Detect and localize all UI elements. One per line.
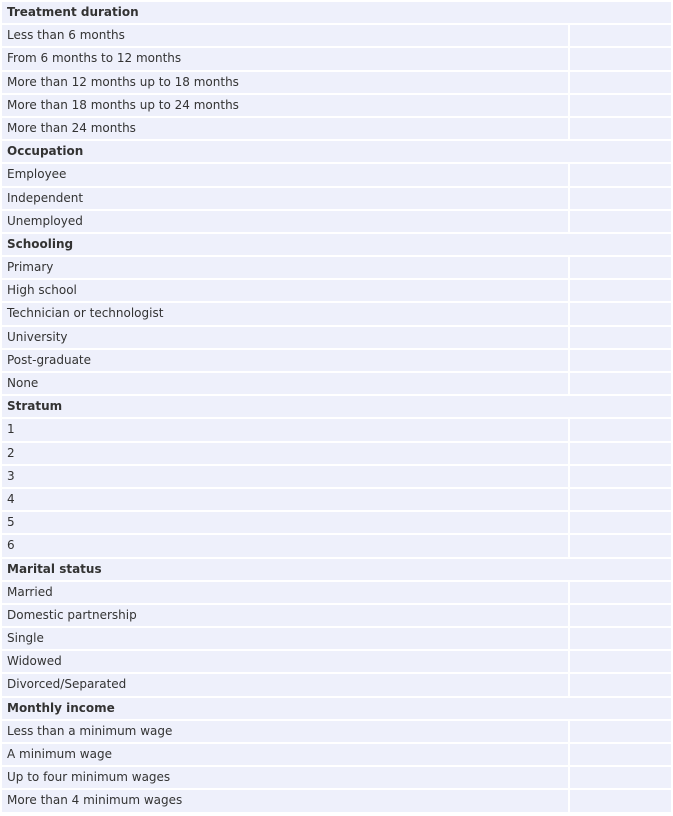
table-row [2,419,671,440]
section-header-row [2,698,671,719]
table-row [2,651,671,672]
row-value-cell [570,327,671,348]
section-header-row [2,559,671,580]
table-row [2,280,671,301]
row-value-cell [570,605,671,626]
row-value-cell [570,790,671,811]
row-value-cell [570,512,671,533]
table-row [2,443,671,464]
row-label: Unemployed [2,211,568,232]
row-value-cell [570,25,671,46]
row-label: 5 [2,512,568,533]
row-value-cell [570,535,671,556]
table-row [2,257,671,278]
table-row [2,350,671,371]
row-value-cell [570,118,671,139]
section-title: Monthly income [2,698,671,719]
row-value-cell [570,164,671,185]
row-label: University [2,327,568,348]
characteristics-table [2,2,671,814]
row-value-cell [570,744,671,765]
section-title: Schooling [2,234,671,255]
table-row [2,72,671,93]
row-value-cell [570,280,671,301]
row-label: Widowed [2,651,568,672]
row-label: More than 24 months [2,118,568,139]
section-header-row [2,2,671,23]
table-row [2,95,671,116]
row-value-cell [570,211,671,232]
section-header-row [2,396,671,417]
row-label: Independent [2,188,568,209]
row-value-cell [570,466,671,487]
table-row [2,48,671,69]
section-title: Treatment duration [2,2,671,23]
table-row [2,25,671,46]
row-label: Less than a minimum wage [2,721,568,742]
row-label: Technician or technologist [2,303,568,324]
table-row [2,512,671,533]
table-row [2,744,671,765]
row-value-cell [570,651,671,672]
table-row [2,767,671,788]
table-row [2,674,671,695]
table-row [2,373,671,394]
row-label: 3 [2,466,568,487]
table-row [2,188,671,209]
row-label: Primary [2,257,568,278]
row-value-cell [570,95,671,116]
row-value-cell [570,257,671,278]
row-value-cell [570,303,671,324]
row-value-cell [570,72,671,93]
row-label: More than 18 months up to 24 months [2,95,568,116]
row-label: From 6 months to 12 months [2,48,568,69]
table-row [2,582,671,603]
section-title: Stratum [2,396,671,417]
row-label: 4 [2,489,568,510]
row-value-cell [570,489,671,510]
row-label: Employee [2,164,568,185]
row-label: Up to four minimum wages [2,767,568,788]
table-row [2,535,671,556]
row-value-cell [570,419,671,440]
row-value-cell [570,188,671,209]
row-label: High school [2,280,568,301]
table-row [2,605,671,626]
section-header-row [2,141,671,162]
row-value-cell [570,767,671,788]
table-row [2,118,671,139]
row-label: Less than 6 months [2,25,568,46]
row-label: More than 4 minimum wages [2,790,568,811]
row-label: 6 [2,535,568,556]
table-row [2,327,671,348]
row-label: Post-graduate [2,350,568,371]
row-label: Single [2,628,568,649]
table-row [2,628,671,649]
row-label: 2 [2,443,568,464]
table-row [2,489,671,510]
row-value-cell [570,628,671,649]
section-title: Occupation [2,141,671,162]
row-value-cell [570,582,671,603]
table-row [2,303,671,324]
row-value-cell [570,373,671,394]
table-row [2,790,671,811]
row-label: None [2,373,568,394]
table-row [2,164,671,185]
row-value-cell [570,674,671,695]
row-value-cell [570,721,671,742]
row-value-cell [570,48,671,69]
row-label: More than 12 months up to 18 months [2,72,568,93]
table-row [2,211,671,232]
row-label: A minimum wage [2,744,568,765]
section-title: Marital status [2,559,671,580]
row-label: 1 [2,419,568,440]
table-row [2,721,671,742]
row-label: Married [2,582,568,603]
row-value-cell [570,350,671,371]
row-label: Domestic partnership [2,605,568,626]
row-label: Divorced/Separated [2,674,568,695]
row-value-cell [570,443,671,464]
table-row [2,466,671,487]
section-header-row [2,234,671,255]
